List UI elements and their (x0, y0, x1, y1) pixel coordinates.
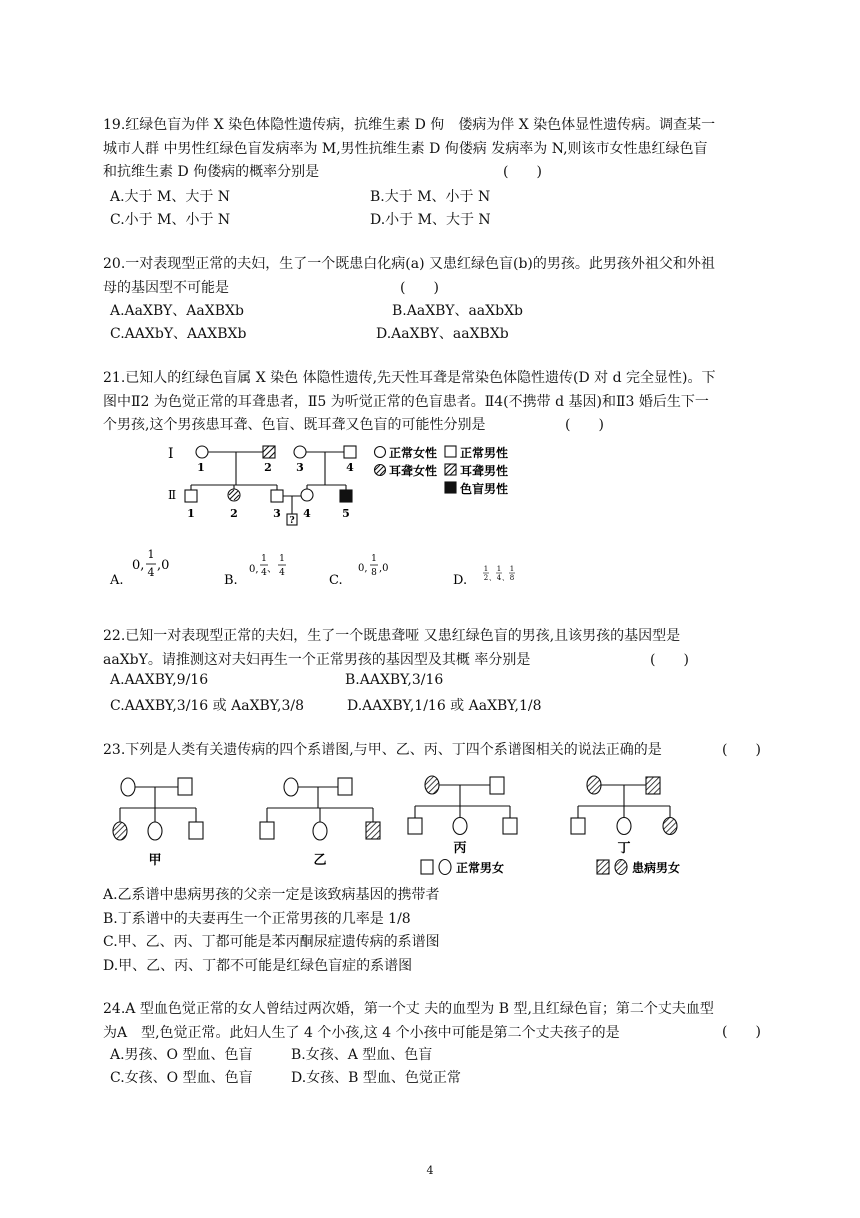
answer-paren-22: ( ) (650, 652, 689, 668)
legend-colorblind-male: 色盲男性 (460, 482, 509, 496)
q21-option-a-post: ,0 (157, 558, 170, 573)
pedigree-chart-q21 (160, 438, 540, 534)
q23-option-c: C.甲、乙、丙、丁都可能是苯丙酮尿症遗传病的系谱图 (103, 934, 440, 950)
q21-option-b-mid: 、 (267, 564, 277, 575)
q21-option-b-n1: 1 (261, 554, 267, 564)
question-19 (103, 114, 763, 185)
legend-normal-male: 正常男性 (460, 446, 509, 460)
pedigree-label-yi: 乙 (313, 853, 327, 868)
q21-option-d-n3: 1 (509, 565, 515, 573)
gen1-num-3: 3 (296, 461, 304, 474)
q23-option-d: D.甲、乙、丙、丁都不可能是红绿色盲症的系谱图 (103, 957, 413, 974)
q21-option-a-pre: 0, (132, 558, 145, 573)
question-24-line-2: 为A 型,色觉正常。此妇人生了 4 个小孩,这 4 个小孩中可能是第二个丈夫孩子的是 (103, 1024, 620, 1041)
q23-option-a: A.乙系谱中患病男孩的父亲一定是该致病基因的携带者 (103, 887, 440, 903)
gen1-num-4: 4 (346, 461, 354, 474)
pedigree-charts-q23 (100, 770, 700, 880)
question-21-line-1: 21.已知人的红绿色盲属 X 染色 体隐性遗传,先天性耳聋是常染色体隐性遗传(D 对 d 完全显性)。下 (103, 370, 716, 386)
q19-option-d: D.小于 M、大于 N (370, 212, 491, 228)
answer-paren-20: ( ) (400, 280, 439, 296)
q21-option-c-pre: 0, (358, 563, 368, 574)
q21-option-b-pre: 0, (249, 564, 259, 575)
legend-normal-label: 正常男女 (456, 861, 505, 875)
pedigree-label-bing: 丙 (453, 841, 467, 856)
gen2-num-2: 2 (230, 507, 238, 520)
legend-affected-label: 患病男女 (632, 861, 681, 875)
question-19-line-1: 19.红绿色盲为伴 X 染色体隐性遗传病，抗维生素 D 佝 偻病为伴 X 染色体显性遗传病。调查某一 (103, 117, 716, 133)
q22-option-b: B.AAXBY,3/16 (345, 672, 444, 688)
question-23-line-1: 23.下列是人类有关遗传病的四个系谱图,与甲、乙、丙、丁四个系谱图相关的说法正确的是 (103, 742, 662, 758)
page-number: 4 (426, 1164, 434, 1177)
q24-option-c: C.女孩、O 型血、色盲 (110, 1070, 253, 1086)
gen2-num-3: 3 (273, 507, 281, 520)
generation-2-label: Ⅱ (168, 488, 177, 502)
q23-option-b: B.丁系谱中的夫妻再生一个正常男孩的几率是 1/8 (103, 910, 411, 927)
question-23 (103, 739, 763, 763)
q21-option-d-d1: 2 (483, 574, 489, 582)
question-20-line-2: 母的基因型不可能是 (103, 279, 229, 296)
question-21-line-3: 个男孩,这个男孩患耳聋、色盲、既耳聋又色盲的可能性分别是 (103, 417, 486, 433)
q24-option-d: D.女孩、B 型血、色觉正常 (291, 1070, 461, 1086)
q21-option-d-sep-2: 、 (502, 574, 509, 582)
question-24-line-1: 24.A 型血色觉正常的女人曾结过两次婚，第一个丈 夫的血型为 B 型,且红绿色盲；第二个丈夫血型 (103, 1001, 714, 1017)
q20-option-a: A.AaXBY、AaXBXb (110, 303, 244, 319)
question-20-line-1: 20.一对表现型正常的夫妇，生了一个既患白化病(a) 又患红绿色盲(b)的男孩。此男孩外祖父和外祖 (103, 256, 715, 272)
q19-option-b: B.大于 M、小于 N (370, 189, 491, 205)
question-24 (103, 998, 763, 1045)
pedigree-label-jia: 甲 (148, 853, 162, 868)
q21-option-a-den: 4 (147, 566, 155, 579)
gen2-num-1: 1 (187, 507, 195, 520)
q22-option-a: A.AAXBY,9/16 (110, 672, 209, 688)
question-22-line-2: aaXbY。请推测这对夫妇再生一个正常男孩的基因型及其概 率分别是 (103, 651, 531, 668)
question-23-options (103, 884, 763, 978)
legend-deaf-male: 耳聋男性 (460, 464, 509, 478)
q20-option-b: B.AaXBY、aaXbXb (392, 303, 523, 319)
q21-option-d-label: D. (453, 573, 468, 588)
q21-options (100, 538, 540, 590)
answer-paren-24: ( ) (722, 1024, 761, 1040)
answer-paren-19: ( ) (503, 164, 542, 180)
q22-option-c: C.AAXBY,3/16 或 AaXBY,3/8 (110, 698, 305, 714)
q21-option-b-d1: 4 (261, 568, 267, 578)
q24-option-b: B.女孩、A 型血、色盲 (291, 1047, 433, 1063)
q21-option-c-post: ,0 (379, 563, 389, 574)
pedigree-label-ding: 丁 (617, 841, 631, 856)
answer-paren-21: ( ) (565, 417, 604, 433)
q22-option-d: D.AAXBY,1/16 或 AaXBY,1/8 (347, 698, 542, 714)
q21-option-d-n1: 1 (483, 565, 489, 573)
q24-option-a: A.男孩、O 型血、色盲 (110, 1047, 253, 1063)
legend-normal-female: 正常女性 (389, 446, 438, 460)
question-22-line-1: 22.已知一对表现型正常的夫妇，生了一个既患聋哑 又患红绿色盲的男孩,且该男孩的基因型是 (103, 628, 681, 644)
question-21 (103, 367, 763, 438)
q21-option-b-label: B. (224, 573, 238, 588)
q19-option-a: A.大于 M、大于 N (110, 189, 231, 205)
question-19-line-3: 和抗维生素 D 佝偻病的概率分别是 (103, 164, 320, 180)
q21-option-a-label: A. (110, 573, 124, 588)
q21-option-d-d2: 4 (496, 574, 502, 582)
q21-option-d-sep-1: 、 (489, 574, 496, 582)
q21-option-c-label: C. (329, 573, 343, 588)
q21-option-a-num: 1 (147, 548, 155, 561)
gen1-num-2: 2 (264, 461, 272, 474)
question-21-line-2: 图中Ⅱ2 为色觉正常的耳聋患者，Ⅱ5 为听觉正常的色盲患者。Ⅱ4(不携带 d 基因)和Ⅱ3 婚后生下一 (103, 393, 709, 410)
unknown-child-mark: ? (289, 516, 295, 526)
q21-option-d-n2: 1 (496, 565, 502, 573)
q21-option-b-n2: 1 (279, 554, 285, 564)
legend-deaf-female: 耳聋女性 (389, 464, 438, 478)
gen2-num-5: 5 (342, 507, 350, 520)
q20-option-d: D.AaXBY、aaXBXb (376, 326, 509, 342)
q19-option-c: C.小于 M、小于 N (110, 212, 231, 228)
q21-option-c-num: 1 (371, 554, 377, 564)
gen2-num-4: 4 (303, 507, 311, 520)
question-19-line-2: 城市人群 中男性红绿色盲发病率为 M,男性抗维生素 D 佝偻病 发病率为 N,则该市女性患红绿色盲 (103, 140, 708, 157)
generation-1-label: Ⅰ (168, 446, 174, 462)
q21-option-c-den: 8 (371, 568, 377, 578)
q20-option-c: C.AAXbY、AAXBXb (110, 326, 247, 342)
q21-option-d-d3: 8 (509, 574, 515, 582)
q21-option-b-d2: 4 (279, 568, 285, 578)
answer-paren-23: ( ) (722, 742, 761, 758)
gen1-num-1: 1 (197, 461, 205, 474)
